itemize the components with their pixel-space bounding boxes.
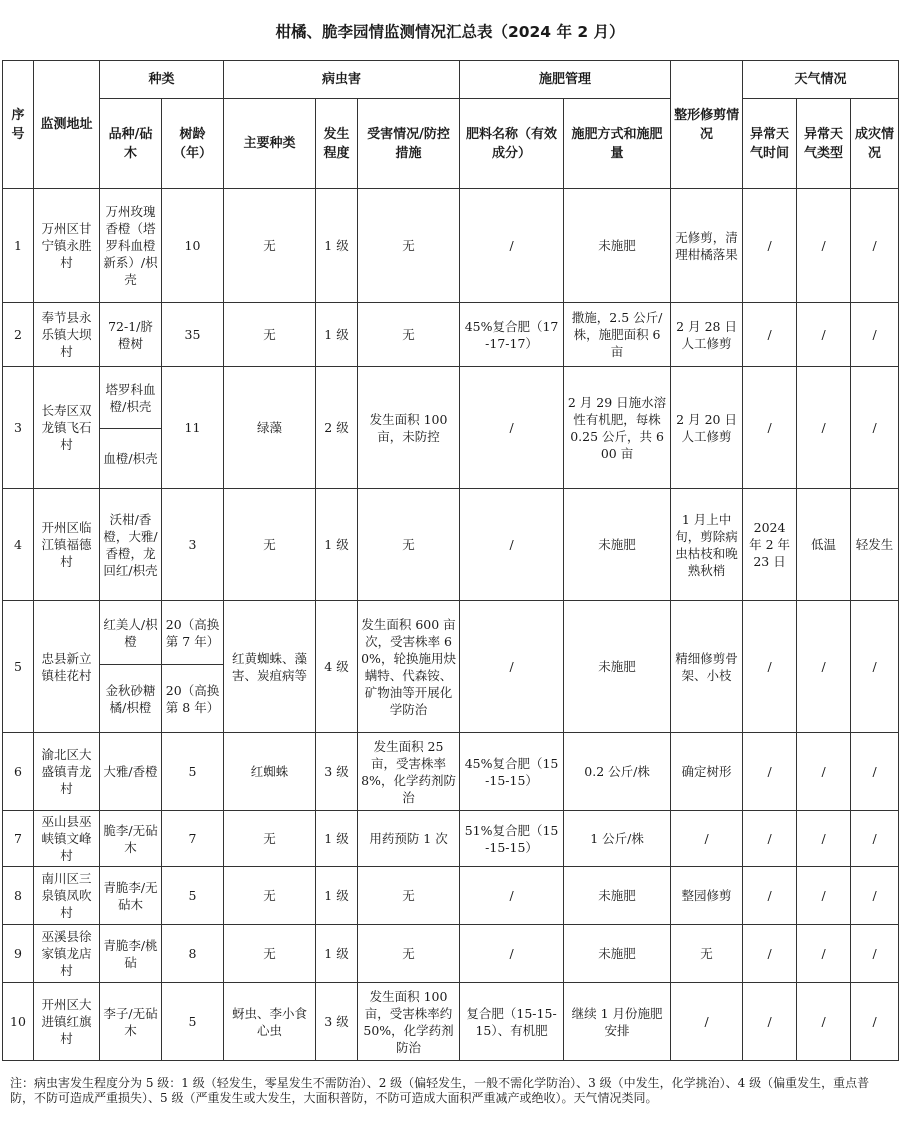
cell-variety: 脆李/无砧木: [100, 811, 162, 867]
cell-variety: 万州玫瑰香橙（塔罗科血橙新系）/枳壳: [100, 189, 162, 303]
cell-variety: 青脆李/桃砧: [100, 925, 162, 983]
cell-variety: 大雅/香橙: [100, 733, 162, 811]
cell-disaster: /: [851, 867, 899, 925]
cell-degree: 1 级: [316, 189, 358, 303]
cell-abnormal-time: 2024 年 2 年 23 日: [743, 489, 797, 601]
cell-degree: 4 级: [316, 601, 358, 733]
header-abnormal-type: 异常天气类型: [797, 99, 851, 189]
cell-location: 奉节县永乐镇大坝村: [34, 303, 100, 367]
cell-degree: 1 级: [316, 867, 358, 925]
cell-seq: 5: [3, 601, 34, 733]
cell-fert-name: /: [460, 189, 564, 303]
cell-abnormal-time: /: [743, 925, 797, 983]
cell-seq: 10: [3, 983, 34, 1061]
header-fert-method: 施肥方式和施肥量: [564, 99, 671, 189]
cell-variety: 血橙/枳壳: [100, 429, 162, 489]
cell-damage: 发生面积 100 亩，受害株率约 50%，化学药剂防治: [358, 983, 460, 1061]
header-seq: 序号: [3, 61, 34, 189]
cell-fert-method: 未施肥: [564, 867, 671, 925]
header-location: 监测地址: [34, 61, 100, 189]
cell-fert-method: 1 公斤/株: [564, 811, 671, 867]
header-fertilizer-group: 施肥管理: [460, 61, 671, 99]
cell-pruning: 2 月 28 日人工修剪: [671, 303, 743, 367]
cell-disaster: /: [851, 367, 899, 489]
cell-pest: 无: [224, 925, 316, 983]
cell-fert-name: /: [460, 925, 564, 983]
cell-pruning: /: [671, 811, 743, 867]
cell-abnormal-time: /: [743, 983, 797, 1061]
cell-abnormal-type: /: [797, 983, 851, 1061]
cell-pest: 红蜘蛛: [224, 733, 316, 811]
summary-table: [2, 60, 899, 1061]
cell-pest: 红黄蜘蛛、藻害、炭疽病等: [224, 601, 316, 733]
cell-damage: 用药预防 1 次: [358, 811, 460, 867]
cell-degree: 1 级: [316, 489, 358, 601]
cell-pruning: 整园修剪: [671, 867, 743, 925]
cell-degree: 1 级: [316, 925, 358, 983]
cell-age: 7: [162, 811, 224, 867]
cell-disaster: /: [851, 733, 899, 811]
cell-disaster: /: [851, 189, 899, 303]
page-title: 柑橘、脆李园情监测情况汇总表（2024 年 2 月）: [275, 23, 625, 41]
cell-pest: 无: [224, 489, 316, 601]
cell-variety: 沃柑/香橙，大雅/香橙，龙回红/枳壳: [100, 489, 162, 601]
cell-fert-name: /: [460, 867, 564, 925]
cell-damage: 无: [358, 867, 460, 925]
cell-pest: 无: [224, 867, 316, 925]
cell-abnormal-type: 低温: [797, 489, 851, 601]
cell-variety: 72-1/脐橙树: [100, 303, 162, 367]
cell-seq: 6: [3, 733, 34, 811]
cell-fert-name: 51%复合肥（15-15-15）: [460, 811, 564, 867]
cell-damage: 无: [358, 925, 460, 983]
header-age: 树龄（年）: [162, 99, 224, 189]
cell-pest: 蚜虫、李小食心虫: [224, 983, 316, 1061]
cell-fert-method: 未施肥: [564, 189, 671, 303]
cell-variety: 红美人/枳橙: [100, 601, 162, 665]
header-fert-name: 肥料名称（有效成分）: [460, 99, 564, 189]
cell-damage: 发生面积 25 亩，受害株率 8%，化学药剂防治: [358, 733, 460, 811]
cell-disaster: 轻发生: [851, 489, 899, 601]
cell-age: 35: [162, 303, 224, 367]
cell-age: 20（高换第 8 年）: [162, 665, 224, 733]
cell-fert-method: 继续 1 月份施肥安排: [564, 983, 671, 1061]
cell-pruning: 无: [671, 925, 743, 983]
cell-fert-name: 45%复合肥（17-17-17）: [460, 303, 564, 367]
cell-damage: 发生面积 600 亩次，受害株率 60%，轮换施用炔螨特、代森铵、矿物油等开展化学防治: [358, 601, 460, 733]
cell-age: 10: [162, 189, 224, 303]
table-row: [3, 189, 899, 303]
cell-degree: 3 级: [316, 983, 358, 1061]
cell-seq: 8: [3, 867, 34, 925]
cell-seq: 3: [3, 367, 34, 489]
cell-pruning: 2 月 20 日人工修剪: [671, 367, 743, 489]
header-species-group: 种类: [100, 61, 224, 99]
cell-degree: 1 级: [316, 811, 358, 867]
cell-disaster: /: [851, 811, 899, 867]
cell-seq: 9: [3, 925, 34, 983]
header-pruning: 整形修剪情况: [671, 61, 743, 189]
cell-fert-name: 45%复合肥（15-15-15）: [460, 733, 564, 811]
cell-pruning: 无修剪，清理柑橘落果: [671, 189, 743, 303]
cell-abnormal-time: /: [743, 867, 797, 925]
cell-pruning: 精细修剪骨架、小枝: [671, 601, 743, 733]
cell-fert-method: 未施肥: [564, 489, 671, 601]
cell-variety: 金秋砂糖橘/枳橙: [100, 665, 162, 733]
cell-location: 开州区临江镇福德村: [34, 489, 100, 601]
table-row: [3, 303, 899, 367]
header-damage: 受害情况/防控措施: [358, 99, 460, 189]
cell-degree: 1 级: [316, 303, 358, 367]
header-row-1: [3, 61, 899, 99]
cell-abnormal-type: /: [797, 811, 851, 867]
cell-fert-name: /: [460, 367, 564, 489]
cell-degree: 2 级: [316, 367, 358, 489]
cell-abnormal-time: /: [743, 811, 797, 867]
cell-fert-method: 2 月 29 日施水溶性有机肥，每株 0.25 公斤，共 600 亩: [564, 367, 671, 489]
cell-age: 8: [162, 925, 224, 983]
cell-disaster: /: [851, 925, 899, 983]
cell-fert-method: 未施肥: [564, 925, 671, 983]
cell-pruning: 1 月上中旬，剪除病虫枯枝和晚熟秋梢: [671, 489, 743, 601]
cell-variety: 塔罗科血橙/枳壳: [100, 367, 162, 429]
cell-abnormal-time: /: [743, 303, 797, 367]
cell-pest: 无: [224, 303, 316, 367]
cell-location: 长寿区双龙镇飞石村: [34, 367, 100, 489]
cell-abnormal-time: /: [743, 733, 797, 811]
cell-location: 忠县新立镇桂花村: [34, 601, 100, 733]
header-main-type: 主要种类: [224, 99, 316, 189]
cell-abnormal-type: /: [797, 733, 851, 811]
cell-location: 巫山县巫峡镇文峰村: [34, 811, 100, 867]
table-row: [3, 733, 899, 811]
cell-fert-name: /: [460, 601, 564, 733]
cell-age: 11: [162, 367, 224, 489]
table-row: [3, 983, 899, 1061]
cell-damage: 无: [358, 189, 460, 303]
cell-location: 万州区甘宁镇永胜村: [34, 189, 100, 303]
header-variety: 品种/砧木: [100, 99, 162, 189]
header-pest-group: 病虫害: [224, 61, 460, 99]
cell-fert-method: 未施肥: [564, 601, 671, 733]
cell-variety: 李子/无砧木: [100, 983, 162, 1061]
header-weather-group: 天气情况: [743, 61, 899, 99]
cell-abnormal-type: /: [797, 925, 851, 983]
cell-damage: 无: [358, 303, 460, 367]
cell-disaster: /: [851, 983, 899, 1061]
cell-abnormal-type: /: [797, 367, 851, 489]
header-row-2: [3, 99, 899, 189]
cell-location: 开州区大进镇红旗村: [34, 983, 100, 1061]
cell-age: 20（高换第 7 年）: [162, 601, 224, 665]
cell-pest: 无: [224, 811, 316, 867]
header-degree: 发生程度: [316, 99, 358, 189]
table-row: [3, 601, 899, 665]
cell-abnormal-type: /: [797, 189, 851, 303]
cell-degree: 3 级: [316, 733, 358, 811]
cell-seq: 1: [3, 189, 34, 303]
cell-age: 5: [162, 983, 224, 1061]
cell-fert-name: /: [460, 489, 564, 601]
cell-age: 5: [162, 867, 224, 925]
cell-seq: 7: [3, 811, 34, 867]
cell-location: 巫溪县徐家镇龙店村: [34, 925, 100, 983]
cell-age: 3: [162, 489, 224, 601]
cell-variety: 青脆李/无砧木: [100, 867, 162, 925]
header-disaster: 成灾情况: [851, 99, 899, 189]
cell-pruning: /: [671, 983, 743, 1061]
cell-seq: 4: [3, 489, 34, 601]
table-row: [3, 811, 899, 867]
table-row: [3, 925, 899, 983]
table-row: [3, 367, 899, 429]
cell-seq: 2: [3, 303, 34, 367]
cell-fert-name: 复合肥（15-15-15）、有机肥: [460, 983, 564, 1061]
cell-abnormal-time: /: [743, 189, 797, 303]
cell-damage: 无: [358, 489, 460, 601]
table-row: [3, 867, 899, 925]
cell-pruning: 确定树形: [671, 733, 743, 811]
cell-age: 5: [162, 733, 224, 811]
cell-abnormal-time: /: [743, 367, 797, 489]
cell-location: 南川区三泉镇凤吹村: [34, 867, 100, 925]
table-row: [3, 489, 899, 601]
cell-fert-method: 撒施，2.5 公斤/株，施肥面积 6 亩: [564, 303, 671, 367]
cell-disaster: /: [851, 303, 899, 367]
cell-abnormal-type: /: [797, 303, 851, 367]
cell-disaster: /: [851, 601, 899, 733]
cell-pest: 无: [224, 189, 316, 303]
cell-fert-method: 0.2 公斤/株: [564, 733, 671, 811]
cell-abnormal-time: /: [743, 601, 797, 733]
footnote: 注：病虫害发生程度分为 5 级：1 级（轻发生，零星发生不需防治）、2 级（偏轻发生，一般不需化学防治）、3 级（中发生，化学挑治）、4 级（偏重发生，重点普防，不防可造成严重损失）、5 级（严重发生或大发生，大面积普防，不防可造成大面积严重减产或绝收）。天气情况类同。: [10, 1076, 870, 1105]
header-abnormal-time: 异常天气时间: [743, 99, 797, 189]
cell-pest: 绿藻: [224, 367, 316, 489]
cell-abnormal-type: /: [797, 601, 851, 733]
cell-location: 渝北区大盛镇青龙村: [34, 733, 100, 811]
cell-damage: 发生面积 100 亩，未防控: [358, 367, 460, 489]
cell-abnormal-type: /: [797, 867, 851, 925]
